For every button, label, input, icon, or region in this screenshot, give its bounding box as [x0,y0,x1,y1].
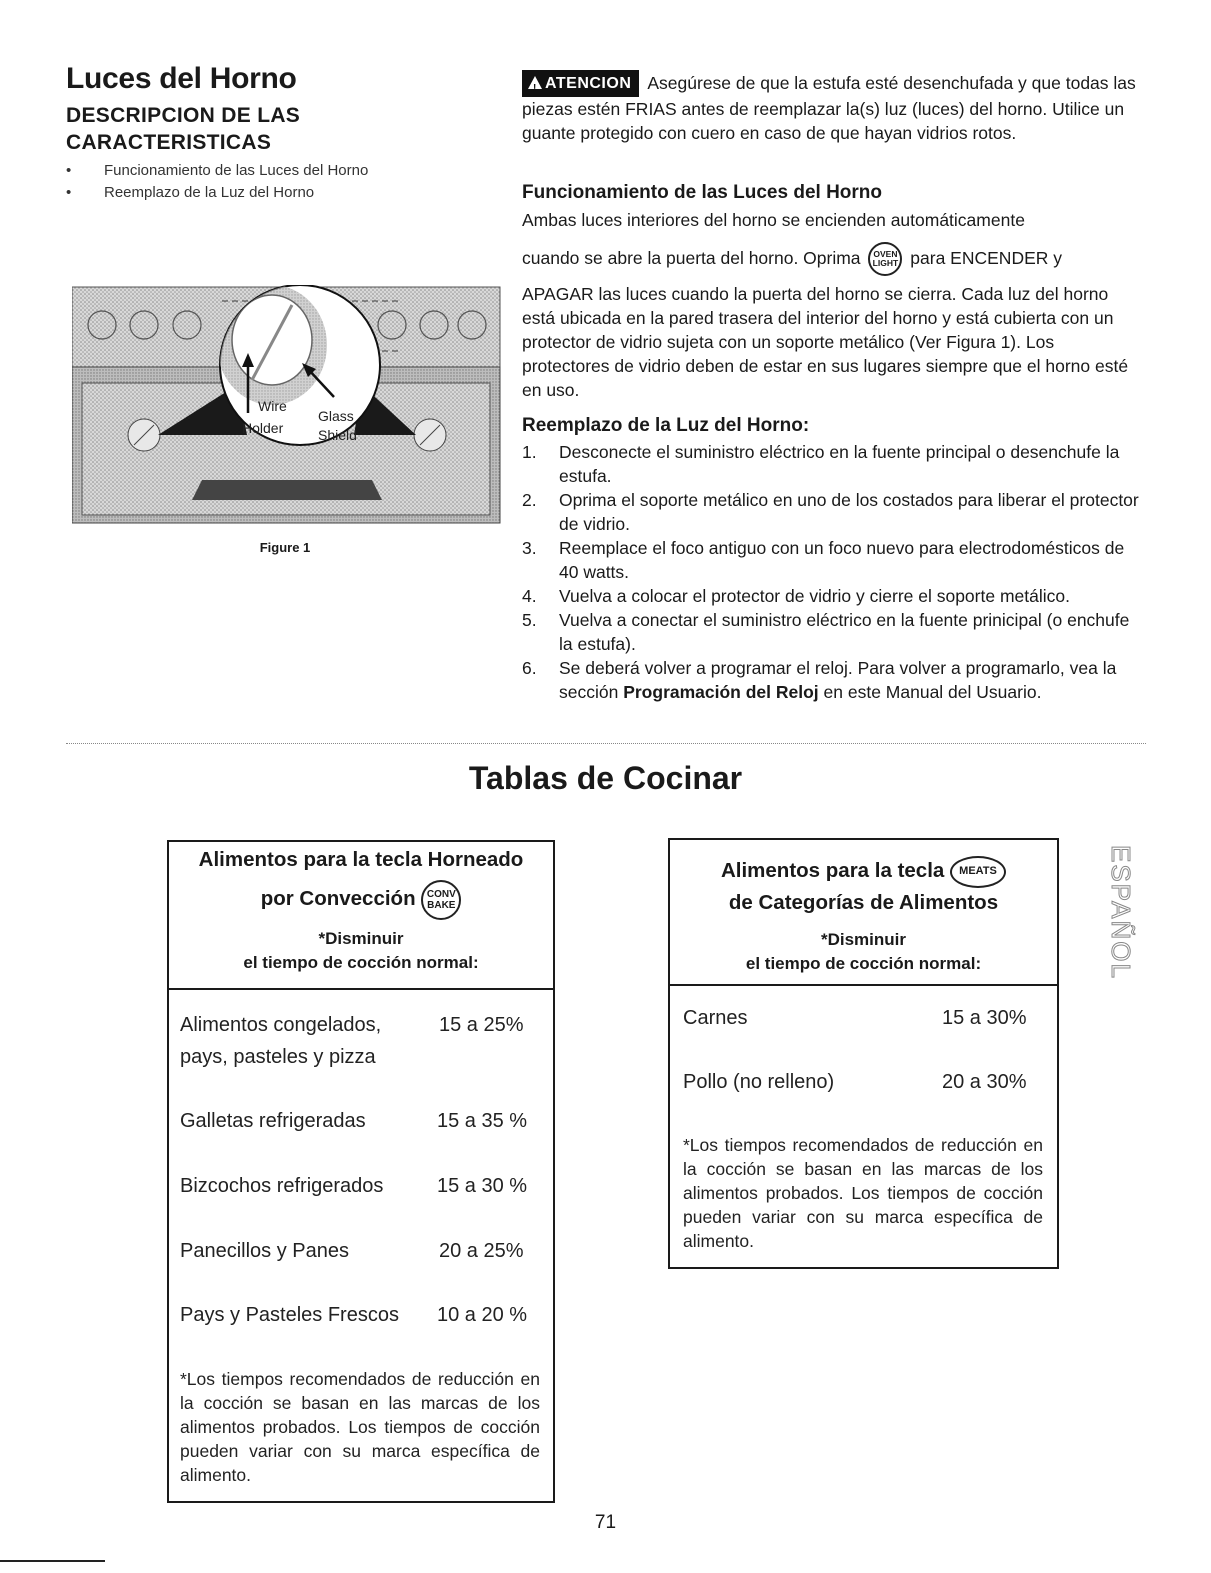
table-row-cont: pays, pasteles y pizza [180,1046,376,1068]
svg-text:ESPAÑOL: ESPAÑOL [1106,845,1136,980]
table-value: 15 a 25% [439,1014,524,1036]
table-row: Panecillos y Panes [180,1240,349,1262]
table-row: Alimentos congelados, [180,1014,382,1036]
figure-caption: Figure 1 [259,540,311,555]
convection-bake-table [167,840,555,1503]
page-number: 71 [594,1512,617,1533]
oven-light-figure [72,285,502,525]
operation-text-line1: Ambas luces interiores del horno se encienden automáticamente [522,210,1025,230]
list-item: 4. Vuelva a colocar el protector de vidrio y cierre el soporte metálico. [522,586,1070,606]
operation-heading: Funcionamiento de las Luces del Horno [522,182,882,203]
label-glass: Glass [318,408,354,424]
warning-badge: !ATENCION [522,70,639,97]
language-side-label [1100,840,1140,990]
table-header: Alimentos para la tecla Horneado por Convección CONV BAKE *Disminuir el tiempo de cocción normal: [169,842,553,990]
oven-illustration [72,285,502,525]
replacement-steps [522,440,1144,704]
list-item: 5. Vuelva a conectar el suministro eléctrico en la fuente prinicipal (o enchufe la estufa). [522,610,1130,654]
list-item: 3. Reemplace el foco antiguo con un foco nuevo para electrodomésticos de 40 watts. [522,538,1125,582]
label-wire: Wire [258,398,287,414]
table-header: Alimentos para la tecla MEATS de Categorías de Alimentos *Disminuir el tiempo de cocción normal: [670,840,1057,986]
list-item: 2. Oprima el soporte metálico en uno de los costados para liberar el protector de vidrio. [522,490,1139,534]
warning-text: Asegúrese de que la estufa esté desenchufada y que todas las piezas estén FRIAS antes de reemplazar la(s) luz (luces) del horno. Utilice un guante protegido con cuero en caso de que hayan vidrios rotos. [522,73,1136,143]
table-value: 15 a 30 % [437,1175,528,1197]
page-title: Luces del Horno [66,62,297,95]
table-row: Galletas refrigeradas [180,1110,366,1132]
table-value: 10 a 20 % [437,1304,528,1326]
features-heading: DESCRIPCION DE LAS CARACTERISTICAS [66,104,301,154]
list-item: • Funcionamiento de las Luces del Horno [66,160,368,182]
table-row: Bizcochos refrigerados [180,1175,384,1197]
label-holder: Holder [242,420,284,436]
list-item: 6. Se deberá volver a programar el reloj. Para volver a programarlo, vea la sección Programación del Reloj en este Manual del Usuario. [522,658,1117,702]
warning-icon [528,76,542,89]
meats-category-table [668,838,1059,1269]
list-item: • Reemplazo de la Luz del Horno [66,182,368,204]
table-row: Pays y Pasteles Frescos [180,1304,399,1326]
list-item: 1. Desconecte el suministro eléctrico en la fuente principal o desenchufe la estufa. [522,442,1120,486]
conv-bake-key-icon: CONV BAKE [421,880,461,920]
table-value: 20 a 30% [942,1071,1027,1093]
label-shield: Shield [318,427,357,443]
section-divider [66,743,1146,744]
table-footnote: *Los tiempos recomendados de reducción en la cocción se basan en las marcas de los alimentos probados. Los tiempos de cocción pueden variar con su marca específica de alimento. [683,1135,1043,1251]
table-row: Pollo (no relleno) [683,1071,835,1093]
table-row: Carnes [683,1007,748,1029]
table-value: 15 a 30% [942,1007,1027,1029]
oven-light-key-icon: OVEN LIGHT [868,242,902,276]
table-value: 15 a 35 % [437,1110,528,1132]
replacement-heading: Reemplazo de la Luz del Horno: [522,415,810,436]
tables-title: Tablas de Cocinar [468,760,743,796]
operation-text-line2: cuando se abre la puerta del horno. Oprima OVEN LIGHT para ENCENDER y [522,242,1062,276]
table-footnote: *Los tiempos recomendados de reducción en la cocción se basan en las marcas de los alimentos probados. Los tiempos de cocción pueden variar con su marca específica de alimento. [180,1369,540,1485]
warning-block [522,70,1144,145]
features-list [66,160,368,204]
meats-key-icon: MEATS [950,856,1006,888]
bottom-rule [0,1560,105,1562]
operation-text-body: APAGAR las luces cuando la puerta del horno se cierra. Cada luz del horno está ubicada en la pared trasera del interior del horno y está cubierta con un protector de vidrio sujeta con un soporte metálico (Ver Figura 1). Los protectores de vidrio deben de estar en sus lugares siempre que el horno esté en uso. [522,284,1129,400]
table-value: 20 a 25% [439,1240,524,1262]
